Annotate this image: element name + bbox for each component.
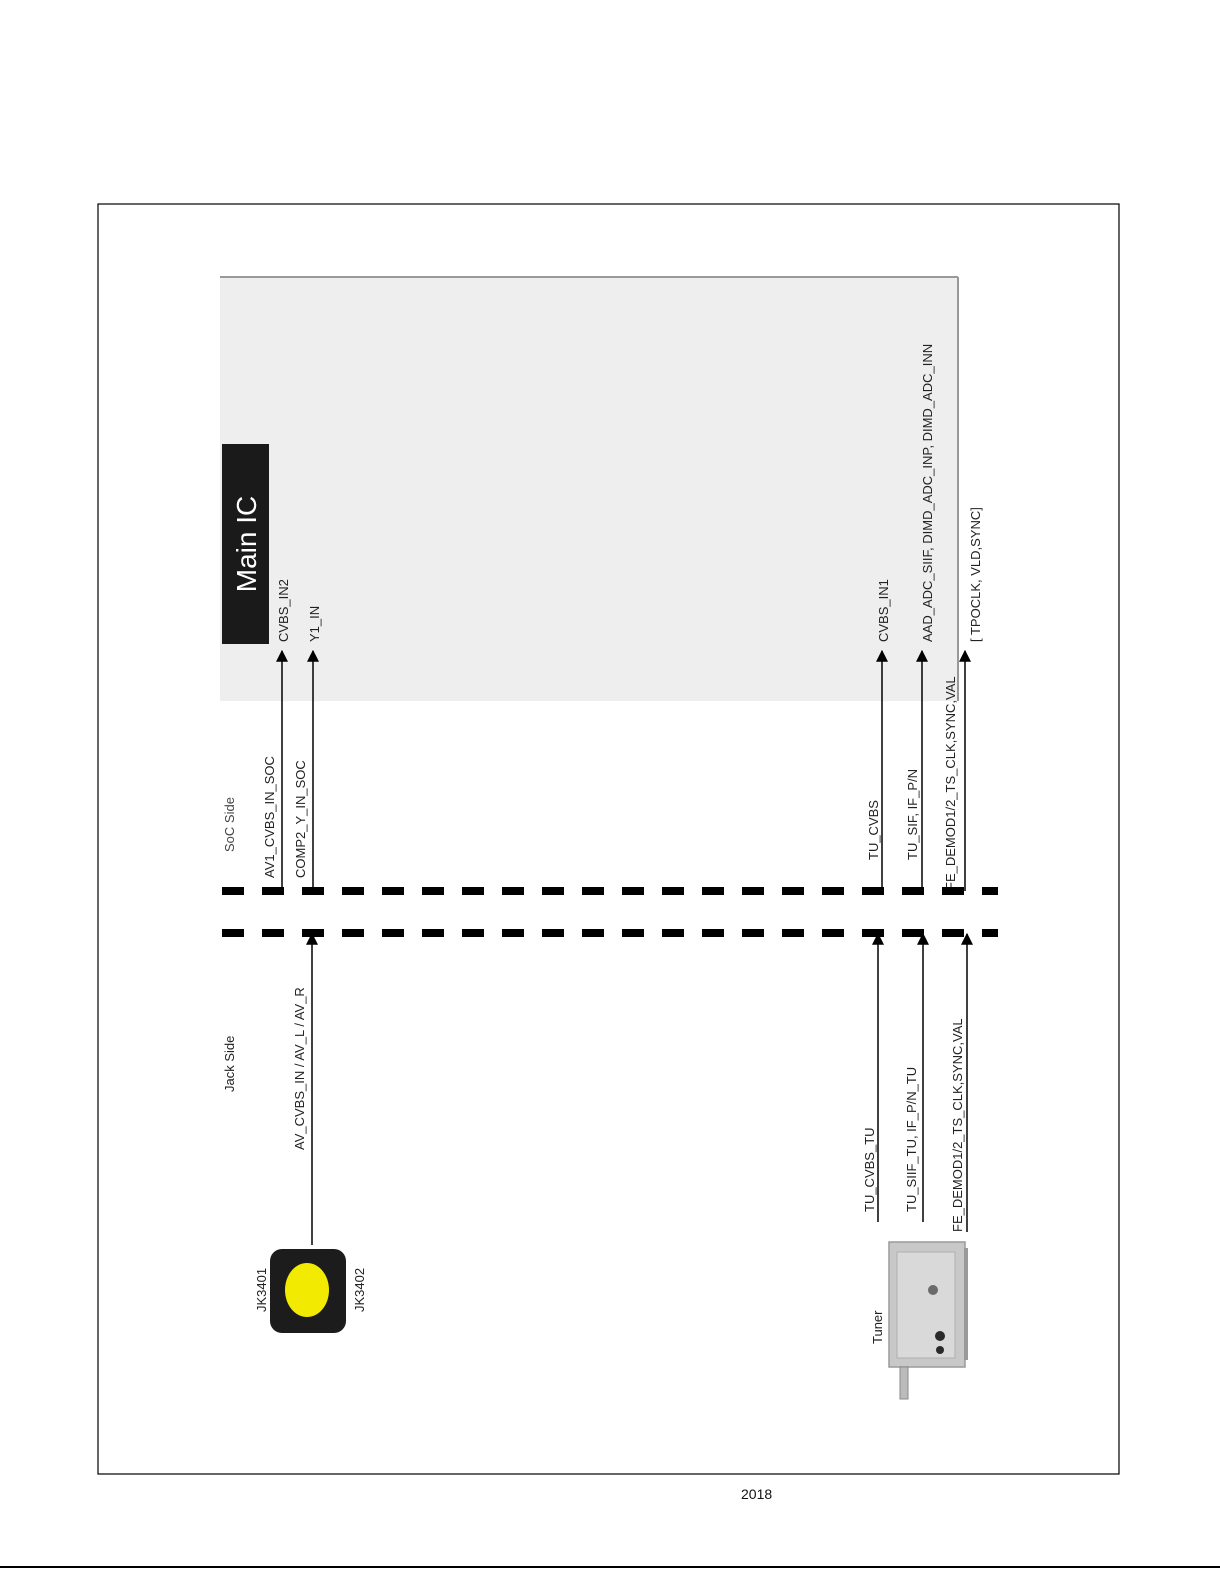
label-cvbs-in1: CVBS_IN1: [876, 579, 891, 642]
label-cvbs-in2: CVBS_IN2: [276, 579, 291, 642]
label-comp2-y-in-soc: COMP2_Y_IN_SOC: [293, 760, 308, 878]
label-tu-sif-if: TU_SIF, IF_P/N: [905, 768, 920, 860]
main-ic-box: [220, 277, 958, 701]
label-y1-in: Y1_IN: [307, 605, 322, 642]
tuner-label: Tuner: [870, 1310, 885, 1344]
label-tu-cvbs-tu: TU_CVBS_TU: [862, 1127, 877, 1212]
label-fe-demod-soc: FE_DEMOD1/2_TS_CLK,SYNC,VAL: [943, 676, 958, 890]
label-tu-sif-tu: TU_SIIF_TU, IF_P/N_TU: [904, 1066, 919, 1212]
jack-label-jk3402: JK3402: [352, 1267, 367, 1312]
zone-label-soc-side: SoC Side: [222, 797, 237, 852]
label-fe-demod-jack: FE_DEMOD1/2_TS_CLK,SYNC,VAL: [950, 1018, 965, 1232]
tuner-icon: [889, 1242, 968, 1399]
label-av1-cvbs-in-soc: AV1_CVBS_IN_SOC: [262, 756, 277, 878]
footer-year: 2018: [741, 1486, 773, 1502]
av-jack-yellow-dot: [285, 1263, 329, 1317]
label-av-cvbs-in-av-l-av-r: AV_CVBS_IN / AV_L / AV_R: [292, 987, 307, 1150]
zone-label-jack-side: Jack Side: [222, 1035, 237, 1092]
label-tpo: [ TPOCLK, VLD,SYNC]: [968, 507, 983, 642]
bottom-rule: [0, 1566, 1220, 1568]
main-ic-title: Main IC: [231, 495, 262, 593]
label-aad-dimd: AAD_ADC_SIIF, DIMD_ADC_INP, DIMD_ADC_INN: [920, 343, 935, 642]
jack-label-jk3401: JK3401: [254, 1267, 269, 1312]
label-tu-cvbs: TU_CVBS: [866, 800, 881, 860]
